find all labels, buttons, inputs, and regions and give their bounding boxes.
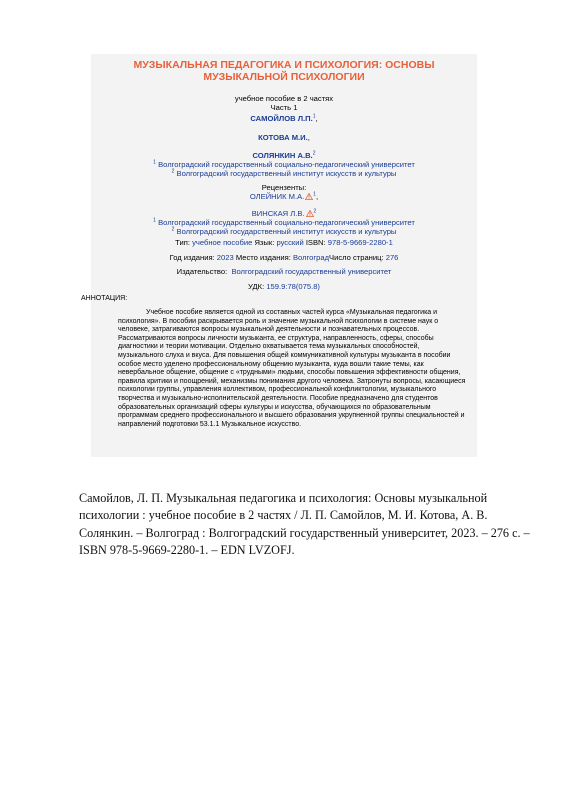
lang-label: Язык: [254, 238, 275, 247]
page-title: МУЗЫКАЛЬНАЯ ПЕДАГОГИКА И ПСИХОЛОГИЯ: ОСНОВЫ МУЗЫКАЛЬНОЙ ПСИХОЛОГИИ [133, 59, 435, 83]
meta-udk-line [91, 282, 477, 291]
reviewer-line-1 [91, 192, 477, 201]
isbn-label: ISBN: [305, 238, 326, 247]
author-line-1 [91, 114, 477, 123]
meta-type-line [91, 238, 477, 247]
publisher-value[interactable]: Волгоградский государственный университет [231, 267, 392, 276]
meta-year-line [91, 253, 477, 262]
annotation-text: Учебное пособие является одной из составных частей курса «Музыкальная педагогика и психология». В пособии раскрывается роль и значение музыкальной психологии в системе наук о человеке, затрагиваются вопросы музыкальной деятельности и познавательных процессов. Рассматриваются вопросы личности музыканта, ее структура, направленность, сферы, способы диагностики и теории мотивации. Отдельно охватывается тема музыкальных способностей, музыкального слуха и вкуса. Для повышения общей коммуникативной культуры музыканта в пособии особое место уделено профессиональному общению музыканта, куда вошли такие темы, как невербальное общение, общение с «трудными» людьми, способы повышения эффективности общения, правила критики и поощрений, механизмы понимания другого человека. Затронуты вопросы, касающиеся психологии группы, управления коллективом, профессиональной конфликтологии, музыкального творчества и музыкально-исполнительской деятельности. Пособие предназначено для студентов образовательных организаций сферы культуры и искусства, обучающихся по образовательным программам среднего профессионального и высшего образования укрупненной группы специальностей и направлений подготовки 53.1.1 Музыкальное искусство. [118, 309, 466, 428]
author-link[interactable]: САМОЙЛОВ Л.П. [250, 114, 313, 123]
affiliation-text: Волгоградский государственный институт искусств и культуры [176, 169, 397, 178]
publisher-label: Издательство: [176, 267, 228, 276]
isbn-value: 978-5-9669-2280-1 [327, 238, 393, 247]
type-label: Тип: [175, 238, 190, 247]
author-sup: 1 [312, 113, 316, 120]
affiliation-text: Волгоградский государственный социально-педагогический университет [158, 218, 415, 227]
udk-label: УДК: [248, 282, 265, 291]
author-line-2 [91, 133, 477, 142]
reviewer-link[interactable]: ОЛЕЙНИК М.А. [249, 192, 305, 201]
author-sup: 2 [312, 150, 316, 157]
affiliation-text: Волгоградский государственный социально-педагогический университет [158, 160, 415, 169]
reviewers-label: Рецензенты: [261, 183, 307, 192]
meta-publisher-line [91, 267, 477, 276]
pages-value: 276 [385, 253, 399, 262]
warning-icon [306, 210, 314, 217]
year-label: Год издания: [169, 253, 215, 262]
citation-text: Самойлов, Л. П. Музыкальная педагогика и психология: Основы музыкальной психологии : учебное пособие в 2 частях / Л. П. Самойлов, М. И. Котова, А. В. Солянкин. – Волгоград : Волгоградский государственный университет, 2023. – 276 с. – ISBN 978-5-9669-2280-1. – EDN LVZOFJ. [79, 491, 530, 557]
author-sep: , [307, 133, 310, 142]
udk-value[interactable]: 159.9:78(075.8) [266, 282, 320, 291]
affiliation-1 [91, 160, 477, 169]
pages-label: Число страниц: [329, 253, 384, 262]
affiliation-sup: 1 [153, 217, 156, 224]
author-sep: , [315, 114, 318, 123]
year-value[interactable]: 2023 [216, 253, 234, 262]
reviewer-line-2 [91, 209, 477, 218]
place-value[interactable]: Волгоград [292, 253, 330, 262]
lang-value[interactable]: русский [276, 238, 304, 247]
place-label: Место издания: [235, 253, 291, 262]
reviewer-sup: 2 [313, 208, 317, 215]
author-link[interactable]: СОЛЯНКИН А.В. [252, 151, 313, 160]
affiliation-sup: 2 [171, 226, 175, 233]
reviewer-sep: , [316, 192, 319, 201]
affiliation-sup: 2 [171, 168, 175, 175]
type-value[interactable]: учебное пособие [192, 238, 253, 247]
reviewer-affiliation-2 [91, 227, 477, 236]
affiliation-sup: 1 [153, 159, 156, 166]
reviewer-affiliation-1 [91, 218, 477, 227]
subtitle: учебное пособие в 2 частях [234, 94, 334, 103]
part-label: Часть 1 [270, 103, 298, 112]
reviewer-link[interactable]: ВИНСКАЯ Л.В. [251, 209, 305, 218]
affiliation-text: Волгоградский государственный институт искусств и культуры [176, 227, 397, 236]
annotation-label: АННОТАЦИЯ: [81, 295, 128, 302]
affiliation-2 [91, 169, 477, 178]
author-link[interactable]: КОТОВА М.И. [258, 133, 308, 142]
author-line-3 [91, 151, 477, 160]
reviewer-sup: 1 [313, 191, 317, 198]
